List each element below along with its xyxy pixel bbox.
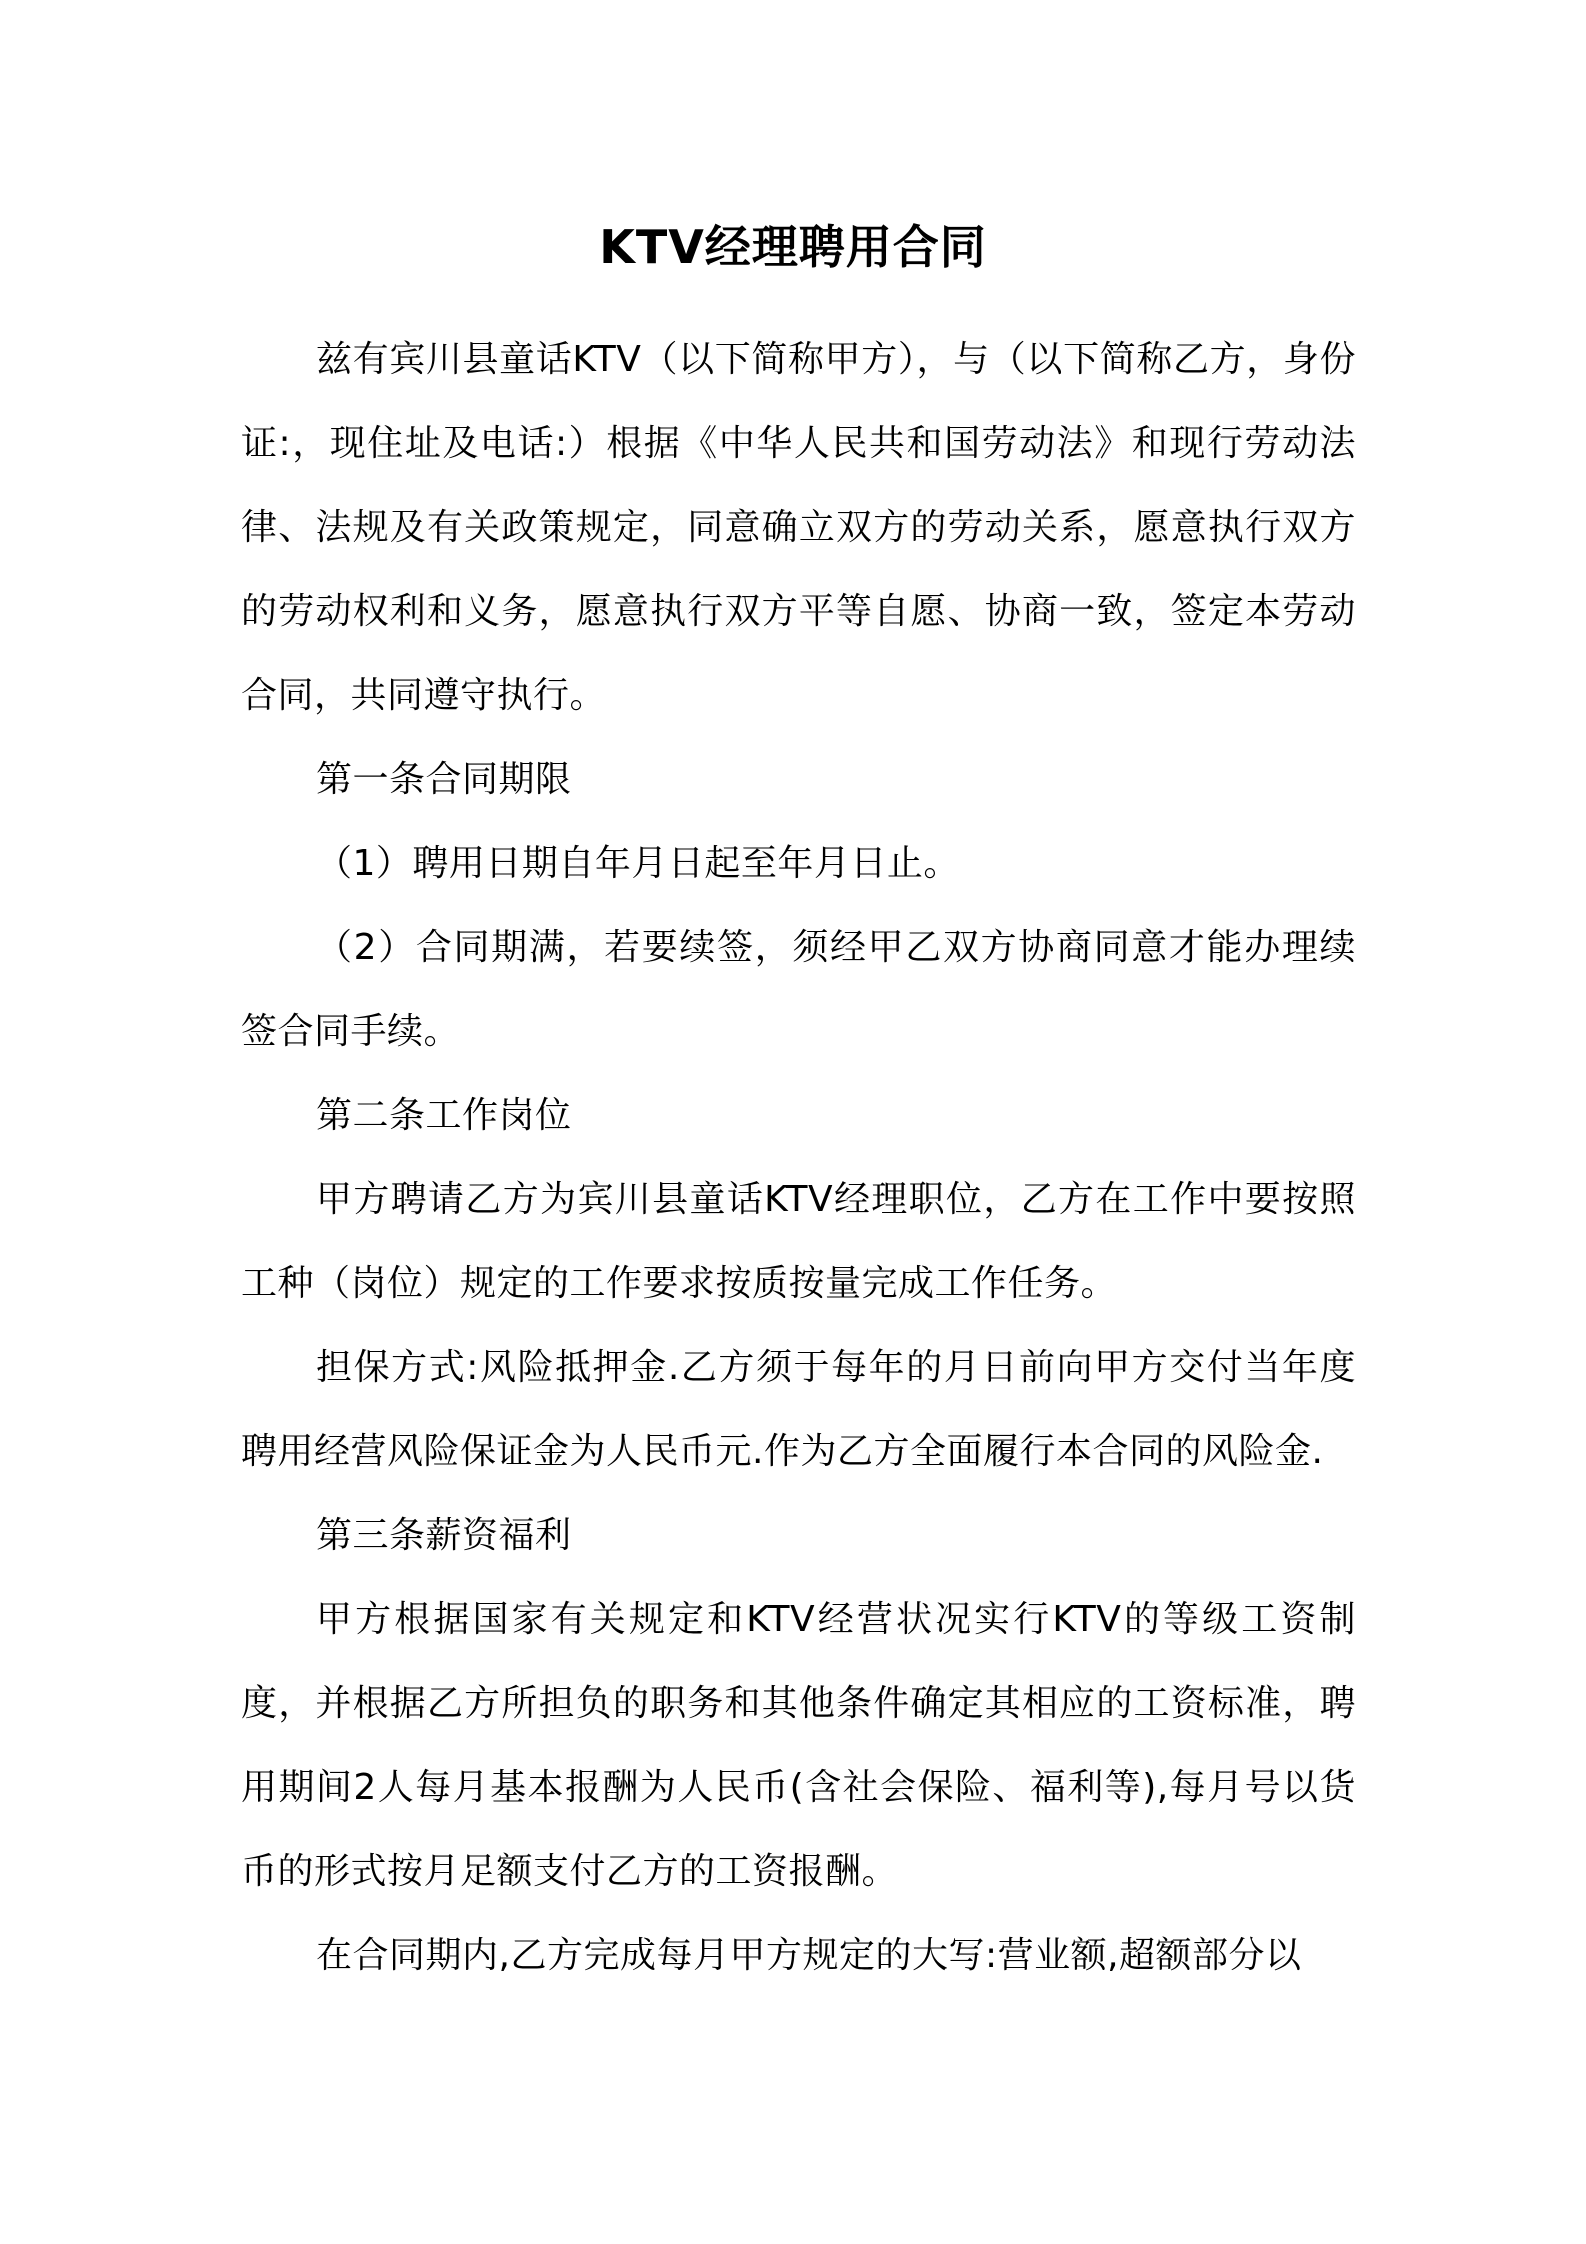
intro-paragraph: 兹有宾川县童话KTV（以下简称甲方），与（以下简称乙方，身份证:，现住址及电话:）根据《中华人民共和国劳动法》和现行劳动法律、法规及有关政策规定，同意确立双方的劳动关系，愿意执行双方的劳动权利和义务，愿意执行双方平等自愿、协商一致，签定本劳动合同，共同遵守执行。 [241,339,1356,716]
bonus-paragraph: 在合同期内,乙方完成每月甲方规定的大写:营业额,超额部分以 [316,1935,1302,1976]
guarantee-paragraph: 担保方式:风险抵押金.乙方须于每年的月日前向甲方交付当年度聘用经营风险保证金为人民币元.作为乙方全面履行本合同的风险金. [241,1347,1356,1472]
article-3-heading: 第三条薪资福利 [316,1515,572,1556]
document-body [241,318,1356,1998]
article-3-paragraph: 甲方根据国家有关规定和KTV经营状况实行KTV的等级工资制度，并根据乙方所担负的职务和其他条件确定其相应的工资标准，聘用期间2人每月基本报酬为人民币(含社会保险、福利等),每月号以货币的形式按月足额支付乙方的工资报酬。 [241,1599,1356,1892]
document-title: KTV经理聘用合同 [599,220,987,274]
article-1-item-1: （1）聘用日期自年月日起至年月日止。 [316,843,960,884]
article-2-paragraph: 甲方聘请乙方为宾川县童话KTV经理职位，乙方在工作中要按照工种（岗位）规定的工作要求按质按量完成工作任务。 [241,1179,1356,1304]
article-1-item-2: （2）合同期满，若要续签，须经甲乙双方协商同意才能办理续签合同手续。 [241,927,1356,1052]
article-2-heading: 第二条工作岗位 [316,1095,572,1136]
article-1-heading: 第一条合同期限 [316,759,572,800]
